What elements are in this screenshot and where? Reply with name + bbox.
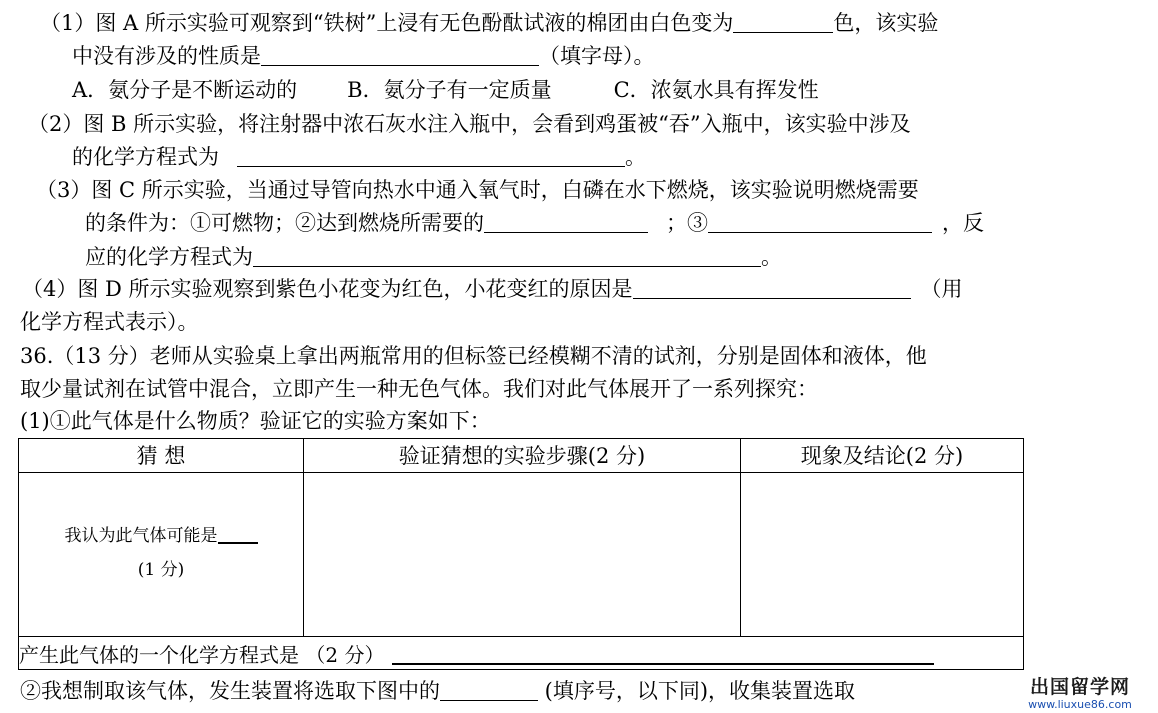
q36b-line1 [20, 678, 855, 704]
q36-line3-text: (1)①此气体是什么物质？验证它的实验方案如下： [20, 409, 491, 433]
q36b-line1-text: ②我想制取该气体，发生装置将选取下图中的 [20, 679, 440, 703]
option-c: C．浓氨水具有挥发性 [613, 78, 819, 102]
experiment-table [18, 438, 1024, 670]
q36-line3 [20, 408, 491, 434]
answer-blank[interactable] [392, 643, 934, 665]
answer-blank[interactable] [253, 246, 761, 267]
answer-blank[interactable] [484, 212, 648, 233]
q36-line1 [20, 343, 927, 369]
q2-line1-text: （2）图 B 所示实验，将注射器中浓石灰水注入瓶中，会看到鸡蛋被“吞”入瓶中，该实验中涉及 [28, 112, 911, 136]
guess-points: (1 分) [137, 560, 185, 580]
q36-line2-text: 取少量试剂在试管中混合，立即产生一种无色气体。我们对此气体展开了一系列探究： [20, 377, 818, 401]
q2-line2-end: 。 [625, 145, 646, 169]
table-cell-guess [19, 519, 303, 587]
q4-line2-text: 化学方程式表示）。 [20, 310, 199, 334]
q4-line1-end: （用 [920, 277, 963, 301]
table-equation-row [19, 642, 934, 668]
q2-line2-text: 的化学方程式为 [72, 145, 219, 169]
table-header-guess: 猜 想 [136, 444, 186, 468]
q36b-line1-end: (填序号，以下同)，收集装置选取 [538, 679, 856, 703]
table-header-divider [19, 472, 1023, 473]
answer-blank[interactable] [440, 680, 538, 701]
guess-text: 我认为此气体可能是 [64, 526, 218, 546]
option-a: A．氨分子是不断运动的 [72, 78, 298, 102]
answer-blank[interactable] [708, 212, 932, 233]
q2-line1 [28, 111, 911, 137]
option-b: B．氨分子有一定质量 [347, 78, 552, 102]
q3-line2-text: 的条件为：①可燃物；②达到燃烧所需要的 [85, 211, 484, 235]
q3-line3-text: 应的化学方程式为 [85, 245, 253, 269]
table-row-divider [19, 636, 1023, 637]
q1-line1 [40, 10, 938, 36]
answer-blank[interactable] [218, 522, 258, 544]
q1-line1-end: 色，该实验 [833, 11, 939, 35]
q36-line1-text: 36.（13 分）老师从实验桌上拿出两瓶常用的但标签已经模糊不清的试剂，分别是固体和液体，他 [20, 344, 927, 368]
q36-line2 [20, 376, 818, 402]
answer-blank[interactable] [633, 278, 911, 299]
q1-line2 [72, 43, 655, 69]
q4-line1 [22, 276, 963, 302]
q4-line2 [20, 309, 199, 335]
site-watermark [1010, 676, 1150, 711]
q2-line2 [72, 144, 646, 170]
equation-label: 产生此气体的一个化学方程式是 （2 分） [19, 643, 385, 667]
answer-blank[interactable] [261, 45, 539, 66]
q3-line1-text: （3）图 C 所示实验，当通过导管向热水中通入氧气时，白磷在水下燃烧，该实验说明燃烧需要 [36, 178, 919, 202]
q1-options [72, 77, 819, 103]
table-header-result: 现象及结论(2 分) [800, 444, 964, 468]
q3-line3 [85, 244, 782, 270]
answer-blank[interactable] [237, 146, 625, 167]
q1-line2-end: （填字母）。 [539, 44, 655, 68]
table-header-steps: 验证猜想的实验步骤(2 分) [398, 444, 646, 468]
q3-line2-mid: ；③ [666, 211, 708, 235]
q3-line1 [36, 177, 919, 203]
q3-line2 [85, 210, 984, 236]
watermark-url: www.liuxue86.com [1028, 698, 1132, 711]
watermark-cn: 出国留学网 [1029, 676, 1130, 698]
q3-line2-end: ，反 [942, 211, 984, 235]
q4-line1-text: （4）图 D 所示实验观察到紫色小花变为红色，小花变红的原因是 [22, 277, 633, 301]
q3-line3-end: 。 [761, 245, 782, 269]
q1-line1-text: （1）图 A 所示实验可观察到“铁树”上浸有无色酚酞试液的棉团由白色变为 [40, 11, 734, 35]
answer-blank[interactable] [733, 12, 833, 33]
q1-line2-text: 中没有涉及的性质是 [72, 44, 261, 68]
